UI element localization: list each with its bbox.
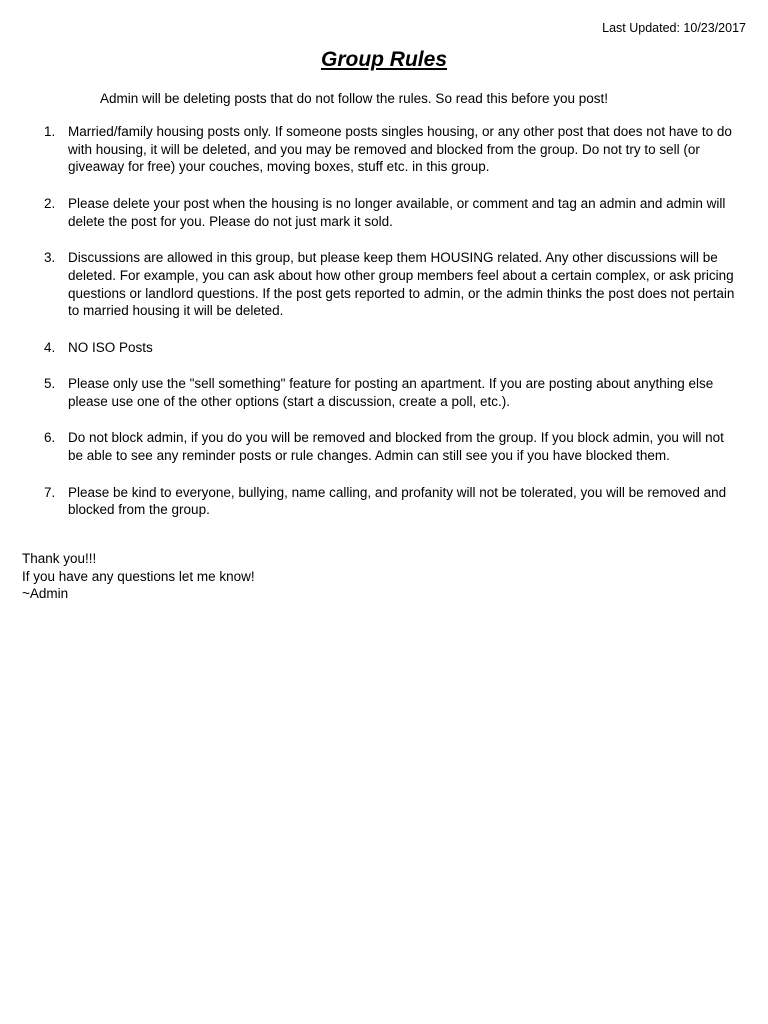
rule-number: 7. xyxy=(44,484,56,500)
rule-number: 6. xyxy=(44,430,56,446)
page-title: Group Rules xyxy=(320,48,447,71)
rule-item-6 xyxy=(0,429,768,464)
rule-number: 5. xyxy=(44,376,56,392)
rule-item-7 xyxy=(0,484,768,519)
rules-list xyxy=(0,123,768,538)
rule-item-3 xyxy=(0,249,768,320)
rule-text: Please only use the "sell something" feature for posting an apartment. If you are posting about anything else please use one of the other options (start a discussion, create a poll, etc.). xyxy=(68,376,714,409)
intro-text: Admin will be deleting posts that do not follow the rules. So read this before you post! xyxy=(100,91,609,106)
rule-text: Please delete your post when the housing is no longer available, or comment and tag an admin and admin will delete the post for you. Please do not just mark it sold. xyxy=(68,195,726,229)
rule-item-4 xyxy=(0,339,768,357)
last-updated-date: Last Updated: 10/23/2017 xyxy=(602,21,746,35)
rule-item-1 xyxy=(0,123,768,176)
rule-item-5 xyxy=(0,375,768,410)
thanks-line: Thank you!!! xyxy=(22,551,97,566)
closing-block xyxy=(22,550,255,603)
rule-text: Please be kind to everyone, bullying, name calling, and profanity will not be tolerated, you will be removed and blocked from the group. xyxy=(68,484,727,518)
rule-text: Discussions are allowed in this group, but please keep them HOUSING related. Any other discussions will be deleted. For example, you can ask about how other group members feel about a certain complex, or ask pricing questions or landlord questions. If the post gets reported to admin, or the admin thinks the post does not pertain to married housing it will be deleted. xyxy=(68,250,735,319)
questions-line: If you have any questions let me know! xyxy=(22,568,255,584)
rule-number: 2. xyxy=(44,195,56,211)
rule-text: NO ISO Posts xyxy=(68,339,153,355)
signature: ~Admin xyxy=(22,586,69,602)
rule-item-2 xyxy=(0,195,768,230)
rule-text: Married/family housing posts only. If someone posts singles housing, or any other post that does not have to do with housing, it will be deleted, and you may be removed and blocked from the group. Do not try to sell (or giveaway for free) your couches, moving boxes, stuff etc. in this group. xyxy=(68,124,732,175)
rule-number: 4. xyxy=(44,339,56,355)
rule-number: 3. xyxy=(44,250,56,266)
rule-number: 1. xyxy=(44,124,56,139)
rule-text: Do not block admin, if you do you will be removed and blocked from the group. If you block admin, you will not be able to see any reminder posts or rule changes. Admin can still see you if you have blocked them. xyxy=(68,430,724,464)
